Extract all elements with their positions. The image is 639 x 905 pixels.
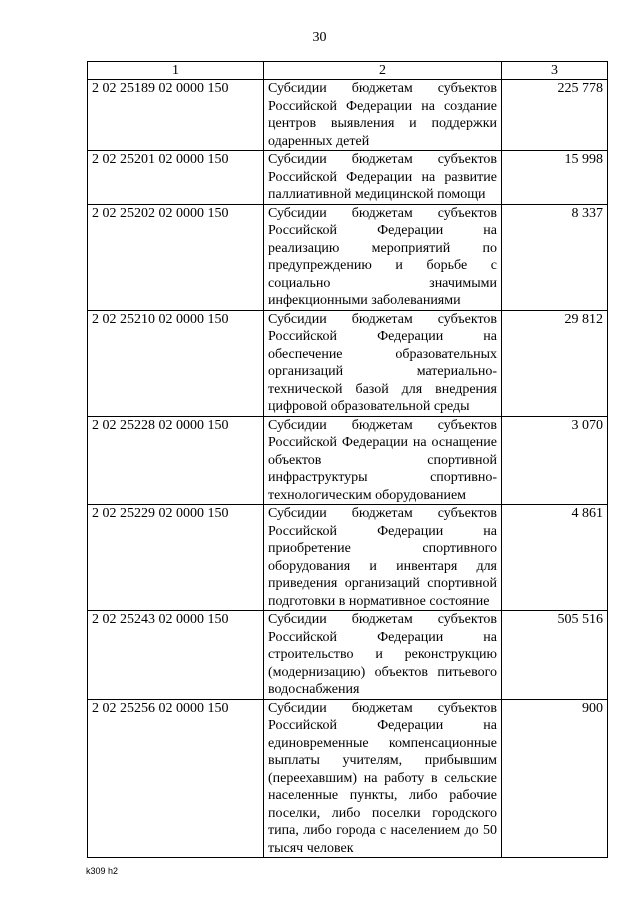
subsidy-description: Субсидии бюджетам субъектов Российской Федерации на обеспечение образовательных организаций материально-технической базой для внедрения цифровой образовательной среды <box>264 310 502 416</box>
subsidy-description: Субсидии бюджетам субъектов Российской Федерации на единовременные компенсационные выплаты учителям, прибывшим (переехавшим) на работу в сельские населенные пункты, либо рабочие поселки, либо поселки городского типа, либо города с населением до 50 тысяч человек <box>264 699 502 858</box>
budget-code: 2 02 25256 02 0000 150 <box>88 699 264 858</box>
subsidy-description: Субсидии бюджетам субъектов Российской Федерации на развитие паллиативной медицинской помощи <box>264 151 502 205</box>
document-code: k309 h2 <box>86 866 119 876</box>
amount: 900 <box>502 699 608 858</box>
table-row <box>88 80 608 151</box>
budget-table <box>87 61 608 858</box>
table-row <box>88 416 608 505</box>
table-row <box>88 505 608 611</box>
budget-code: 2 02 25228 02 0000 150 <box>88 416 264 505</box>
budget-code: 2 02 25229 02 0000 150 <box>88 505 264 611</box>
subsidy-description: Субсидии бюджетам субъектов Российской Федерации на оснащение объектов спортивной инфраструктуры спортивно-технологическим оборудованием <box>264 416 502 505</box>
amount: 505 516 <box>502 611 608 700</box>
subsidy-description: Субсидии бюджетам субъектов Российской Федерации на приобретение спортивного оборудования и инвентаря для приведения организаций спортивной подготовки в нормативное состояние <box>264 505 502 611</box>
amount: 29 812 <box>502 310 608 416</box>
amount: 15 998 <box>502 151 608 205</box>
budget-code: 2 02 25202 02 0000 150 <box>88 204 264 310</box>
amount: 8 337 <box>502 204 608 310</box>
table-row <box>88 310 608 416</box>
column-header-3: 3 <box>502 62 608 80</box>
table-row <box>88 204 608 310</box>
table-row <box>88 151 608 205</box>
table-row <box>88 699 608 858</box>
table-row <box>88 611 608 700</box>
column-header-1: 1 <box>88 62 264 80</box>
budget-code: 2 02 25201 02 0000 150 <box>88 151 264 205</box>
subsidy-description: Субсидии бюджетам субъектов Российской Федерации на строительство и реконструкцию (модернизацию) объектов питьевого водоснабжения <box>264 611 502 700</box>
amount: 3 070 <box>502 416 608 505</box>
subsidy-description: Субсидии бюджетам субъектов Российской Федерации на реализацию мероприятий по предупреждению и борьбе с социально значимыми инфекционными заболеваниями <box>264 204 502 310</box>
header-row <box>88 62 608 80</box>
budget-code: 2 02 25189 02 0000 150 <box>88 80 264 151</box>
budget-code: 2 02 25243 02 0000 150 <box>88 611 264 700</box>
page-number: 30 <box>312 30 327 45</box>
subsidy-description: Субсидии бюджетам субъектов Российской Федерации на создание центров выявления и поддержки одаренных детей <box>264 80 502 151</box>
column-header-2: 2 <box>264 62 502 80</box>
amount: 225 778 <box>502 80 608 151</box>
budget-code: 2 02 25210 02 0000 150 <box>88 310 264 416</box>
amount: 4 861 <box>502 505 608 611</box>
